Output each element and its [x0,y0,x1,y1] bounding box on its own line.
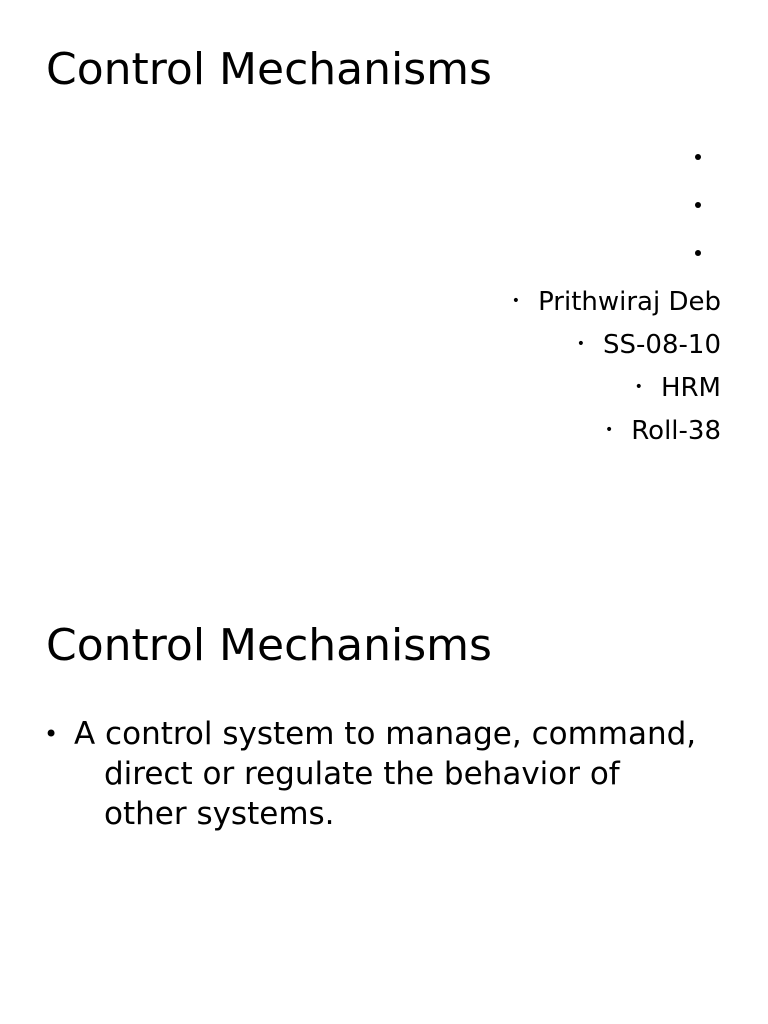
bullet-dot-icon: • [605,422,614,438]
slide-2 [0,512,768,1024]
slide-title: Control Mechanisms [46,44,492,95]
author-department-text: HRM [660,373,721,403]
author-roll [512,409,721,452]
author-name [512,280,721,323]
author-name-text: Prithwiraj Deb [538,287,721,317]
list-item [44,714,704,834]
empty-bullet [695,202,701,208]
empty-bullet [695,154,701,160]
list-item-text: A control system to manage, command, direct or regulate the behavior of other systems. [74,716,697,832]
author-department [512,366,721,409]
empty-bullet [695,250,701,256]
bullet-dot-icon: • [44,720,59,748]
content-bullet-list [44,714,704,834]
author-info-list [512,280,721,452]
author-id-text: SS-08-10 [603,330,721,360]
bullet-dot-icon: • [511,293,521,309]
slide-title: Control Mechanisms [46,620,492,671]
bullet-dot-icon: • [576,336,586,352]
author-id [512,323,721,366]
bullet-dot-icon: • [634,379,643,395]
author-roll-text: Roll-38 [631,416,721,446]
